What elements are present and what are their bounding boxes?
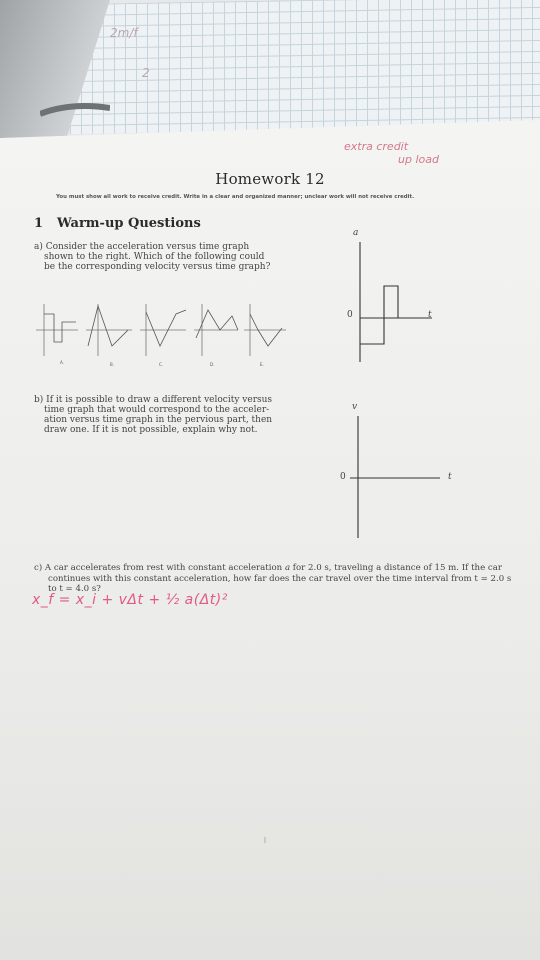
question-a-line: shown to the right. Which of the following could	[44, 252, 265, 262]
choice-label-c: C.	[159, 362, 164, 367]
choice-b-graph	[86, 304, 132, 356]
choice-label-b: B.	[110, 362, 115, 367]
a-graph-zero: 0	[347, 310, 353, 320]
v-graph-y-label: v	[352, 402, 358, 412]
v-graph-x-label: t	[448, 472, 452, 482]
question-b-text	[34, 395, 274, 435]
question-b-line: draw one. If it is not possible, explain why not.	[44, 425, 258, 435]
question-c-line-2: continues with this constant acceleration, how far does the car travel over the time interval from t = 2.0 s	[48, 573, 512, 584]
choice-label-a: A.	[60, 360, 64, 365]
question-c-text	[34, 563, 514, 595]
question-c-line-1b: for 2.0 s, traveling a distance of 15 m. If the car	[290, 563, 502, 573]
section-title: Warm-up Questions	[57, 216, 201, 231]
question-c-line-1a: c) A car accelerates from rest with constant acceleration	[34, 563, 285, 573]
choice-label-e: E.	[260, 362, 264, 367]
page-mark	[264, 837, 266, 843]
handwritten-note-1: extra credit	[344, 140, 409, 153]
a-graph-y-label: a	[353, 228, 359, 238]
grid-note-mid: 2	[142, 66, 150, 80]
question-a-line: a) Consider the acceleration versus time graph	[34, 242, 250, 252]
a-graph-x-label: t	[428, 310, 432, 320]
question-a-line: be the corresponding velocity versus time graph?	[44, 262, 271, 272]
question-c-line-1	[34, 563, 514, 574]
question-a-text	[34, 242, 272, 272]
page-title: Homework 12	[215, 170, 325, 188]
question-c-line-3: to t = 4.0 s?	[48, 584, 101, 594]
v-graph-zero: 0	[340, 472, 346, 482]
question-b-line: ation versus time graph in the pervious part, then	[44, 415, 273, 425]
acceleration-time-graph	[340, 234, 450, 364]
binder-edge-shape	[40, 100, 110, 120]
choice-c-graph	[140, 304, 186, 356]
choice-a-graph	[36, 304, 78, 356]
instructions-text: You must show all work to receive credit. Write in a clear and organized manner; unclear work will not receive credit.	[56, 194, 415, 200]
handwritten-formula: x_f = x_i + vΔt + ½ a(Δt)²	[32, 592, 228, 608]
choice-d-graph	[194, 304, 238, 356]
velocity-time-axes	[340, 410, 460, 540]
graph-paper-sheet	[70, 0, 540, 134]
grid-note-top: 2m/f	[110, 26, 138, 40]
answer-choice-graphs	[36, 300, 286, 360]
choice-label-d: D.	[210, 362, 215, 367]
handwritten-note-2: up load	[398, 153, 439, 166]
choice-e-graph	[244, 304, 286, 356]
question-b-line: b) If it is possible to draw a different velocity versus	[34, 395, 273, 405]
section-number: 1	[34, 216, 44, 231]
section-heading	[34, 216, 201, 231]
question-b-line: time graph that would correspond to the acceler-	[44, 405, 270, 415]
question-c-var-a: a	[284, 563, 291, 573]
